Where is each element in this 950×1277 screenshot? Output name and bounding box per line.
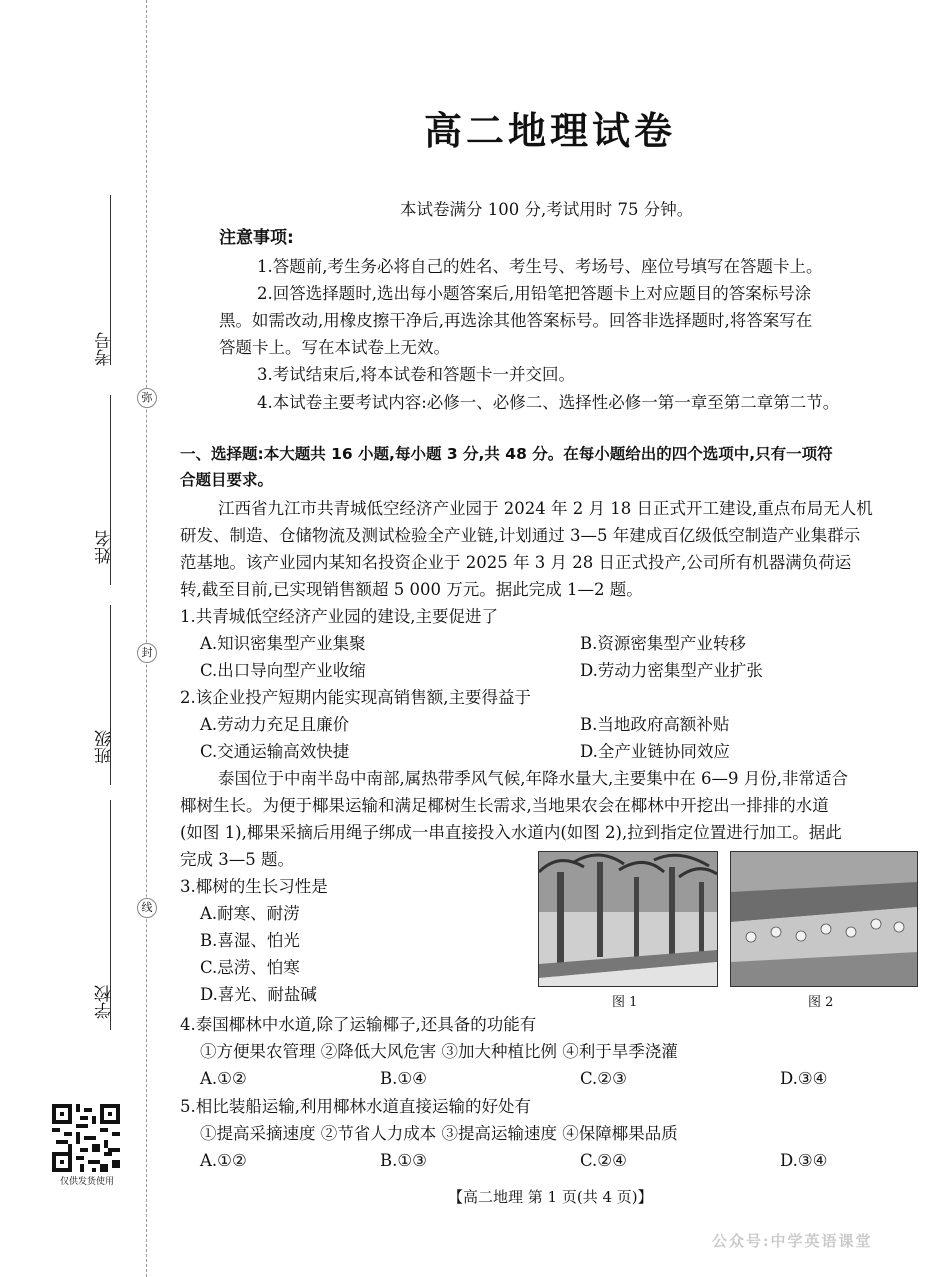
- q3-option-a: A.耐寒、耐涝: [200, 904, 300, 923]
- notice-line: 3.考试结束后,将本试卷和答题卡一并交回。: [257, 365, 575, 384]
- q5-option-c: C.②④: [580, 1151, 627, 1170]
- figure-1-caption: 图 1: [612, 995, 638, 1010]
- passage-line: 完成 3—5 题。: [180, 850, 294, 869]
- q4-option-d: D.③④: [780, 1069, 828, 1088]
- seal-char-mi: 弥: [137, 388, 157, 408]
- section-heading: 一、选择题:本大题共 16 小题,每小题 3 分,共 48 分。在每小题给出的四个选项中,只有一项符: [180, 445, 833, 463]
- passage-line: (如图 1),椰果采摘后用绳子绑成一串直接投入水道内(如图 2),拉到指定位置进行加工。据此: [180, 823, 842, 842]
- notice-line: 4.本试卷主要考试内容:必修一、必修二、选择性必修一第一章至第二章第二节。: [257, 393, 840, 412]
- q2-option-c: C.交通运输高效快捷: [200, 742, 350, 761]
- page-title: 高二地理试卷: [423, 108, 676, 153]
- passage-line: 椰树生长。为便于椰果运输和满足椰树生长需求,当地果农会在椰林中开挖出一排排的水道: [180, 796, 829, 815]
- passage-line: 泰国位于中南半岛中南部,属热带季风气候,年降水量大,主要集中在 6—9 月份,非常适合: [218, 769, 848, 788]
- q4-option-a: A.①②: [200, 1069, 247, 1088]
- q2-option-b: B.当地政府高额补贴: [580, 715, 730, 734]
- qr-code: [52, 1104, 120, 1172]
- figure-1-coconut-grove-photo: [538, 851, 718, 987]
- q1-option-a: A.知识密集型产业集聚: [200, 634, 366, 653]
- figure-2-coconut-waterway-photo: [730, 851, 918, 987]
- q1-option-c: C.出口导向型产业收缩: [200, 661, 366, 680]
- seal-char-xian: 线: [137, 898, 157, 918]
- section-heading-cont: 合题目要求。: [180, 471, 274, 489]
- figure-2-caption: 图 2: [808, 995, 834, 1010]
- q1-option-d: D.劳动力密集型产业扩张: [580, 661, 763, 680]
- notice-line: 答题卡上。写在本试卷上无效。: [219, 338, 450, 357]
- q5-option-a: A.①②: [200, 1151, 247, 1170]
- passage-line: 转,截至目前,已实现销售额超 5 000 万元。据此完成 1—2 题。: [180, 580, 643, 599]
- question-stem-4: 4.泰国椰林中水道,除了运输椰子,还具备的功能有: [180, 1015, 537, 1034]
- question-stem-2: 2.该企业投产短期内能实现高销售额,主要得益于: [180, 688, 531, 707]
- notice-heading: 注意事项:: [219, 228, 294, 248]
- q3-option-d: D.喜光、耐盐碱: [200, 985, 317, 1004]
- notice-line: 2.回答选择题时,选出每小题答案后,用铅笔把答题卡上对应题目的答案标号涂: [257, 284, 812, 303]
- page-footer: 【高二地理 第 1 页(共 4 页)】: [448, 1188, 653, 1206]
- exam-subtitle: 本试卷满分 100 分,考试用时 75 分钟。: [400, 200, 694, 219]
- q5-statements: ①提高采摘速度 ②节省人力成本 ③提高运输速度 ④保障椰果品质: [200, 1124, 678, 1143]
- question-stem-1: 1.共青城低空经济产业园的建设,主要促进了: [180, 607, 498, 626]
- notice-line: 黑。如需改动,用橡皮擦干净后,再选涂其他答案标号。回答非选择题时,将答案写在: [219, 311, 813, 330]
- question-stem-3: 3.椰树的生长习性是: [180, 877, 328, 896]
- q2-option-a: A.劳动力充足且廉价: [200, 715, 350, 734]
- passage-line: 范基地。该产业园内某知名投资企业于 2025 年 3 月 28 日正式投产,公司所有机器满负荷运: [180, 553, 852, 572]
- notice-line: 1.答题前,考生务必将自己的姓名、考生号、考场号、座位号填写在答题卡上。: [257, 257, 823, 276]
- question-stem-5: 5.相比装船运输,利用椰林水道直接运输的好处有: [180, 1097, 531, 1116]
- passage-line: 研发、制造、仓储物流及测试检验全产业链,计划通过 3—5 年建成百亿级低空制造产业集群示: [180, 526, 861, 545]
- seal-char-feng: 封: [137, 643, 157, 663]
- qr-caption: 仅供发货使用: [59, 1177, 114, 1187]
- q2-option-d: D.全产业链协同效应: [580, 742, 730, 761]
- name-label: 姓名: [95, 530, 115, 564]
- class-label: 班级: [95, 730, 115, 764]
- q4-option-b: B.①④: [380, 1069, 427, 1088]
- q4-statements: ①方便果农管理 ②降低大风危害 ③加大种植比例 ④利于旱季浇灌: [200, 1042, 678, 1061]
- q4-option-c: C.②③: [580, 1069, 627, 1088]
- passage-line: 江西省九江市共青城低空经济产业园于 2024 年 2 月 18 日正式开工建设,重点布局无人机: [218, 499, 873, 518]
- q1-option-b: B.资源密集型产业转移: [580, 634, 746, 653]
- school-label: 学校: [95, 985, 115, 1019]
- watermark: 公众号:中学英语课堂: [712, 1232, 873, 1250]
- exam-number-label: 考号: [95, 332, 115, 366]
- q5-option-b: B.①③: [380, 1151, 427, 1170]
- q3-option-b: B.喜湿、怕光: [200, 931, 300, 950]
- q3-option-c: C.忌涝、怕寒: [200, 958, 300, 977]
- q5-option-d: D.③④: [780, 1151, 828, 1170]
- binding-margin-line: [146, 0, 147, 1277]
